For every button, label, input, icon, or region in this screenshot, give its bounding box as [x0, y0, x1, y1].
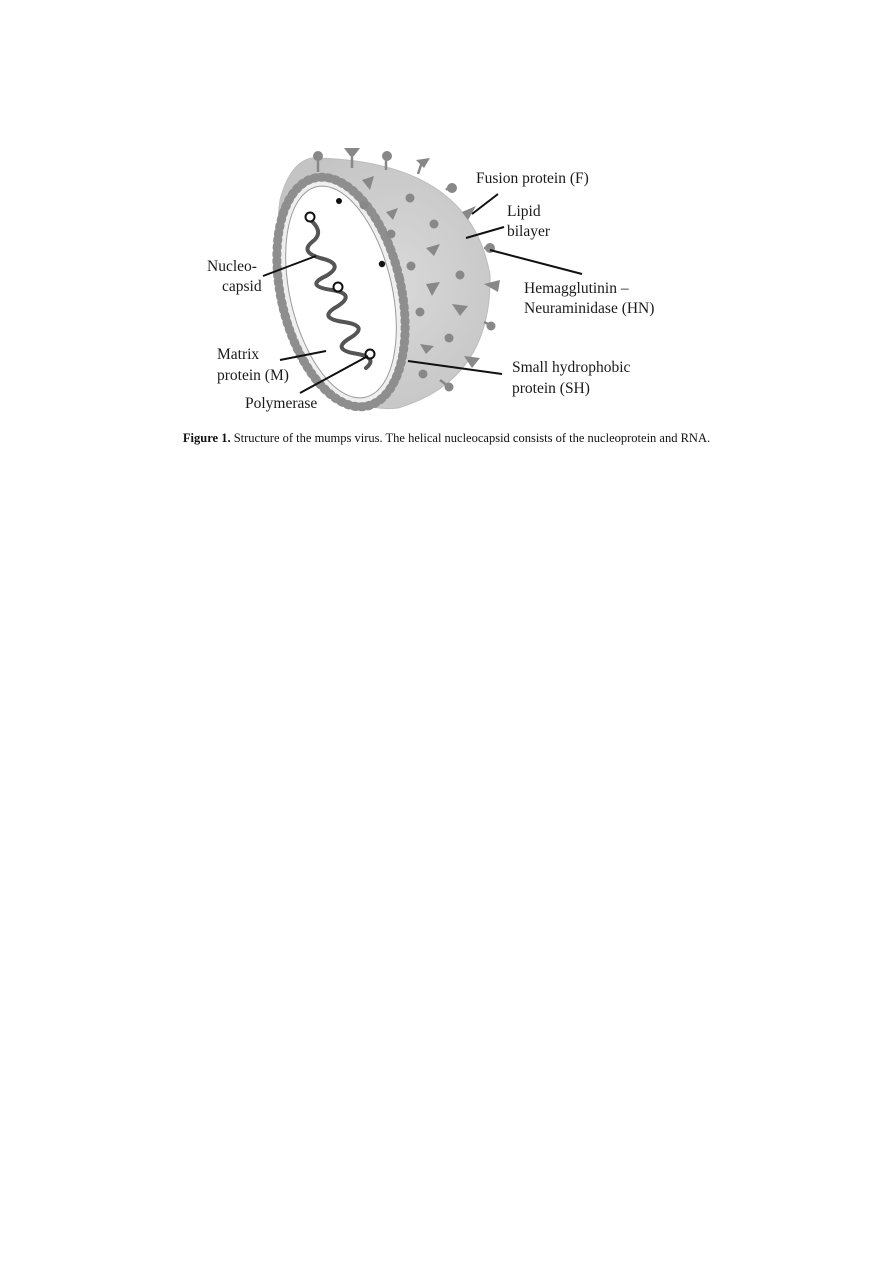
figure-caption-text: Structure of the mumps virus. The helical nucleocapsid consists of the nucleoprotein and RNA.: [230, 431, 711, 445]
label-sh-line1: Small hydrophobic: [512, 359, 631, 376]
polymerase-marker-2: [334, 283, 343, 292]
label-nucleocapsid-line1: Nucleo-: [207, 258, 257, 275]
label-nucleocapsid-line2: capsid: [222, 278, 262, 295]
figure-caption-label: Figure 1.: [182, 431, 231, 445]
label-sh-line2: protein (SH): [512, 380, 590, 397]
label-fusion-protein: Fusion protein (F): [476, 170, 589, 187]
polymerase-marker-1: [306, 213, 315, 222]
figure-caption: [0, 431, 893, 446]
label-lipid-line2: bilayer: [507, 223, 551, 240]
label-hn-line2: Neuraminidase (HN): [524, 300, 655, 317]
label-polymerase: Polymerase: [245, 395, 318, 412]
label-matrix-line2: protein (M): [217, 367, 289, 384]
label-hn-line1: Hemagglutinin –: [524, 280, 629, 297]
label-lipid-line1: Lipid: [507, 203, 541, 220]
label-matrix-line1: Matrix: [217, 346, 260, 363]
